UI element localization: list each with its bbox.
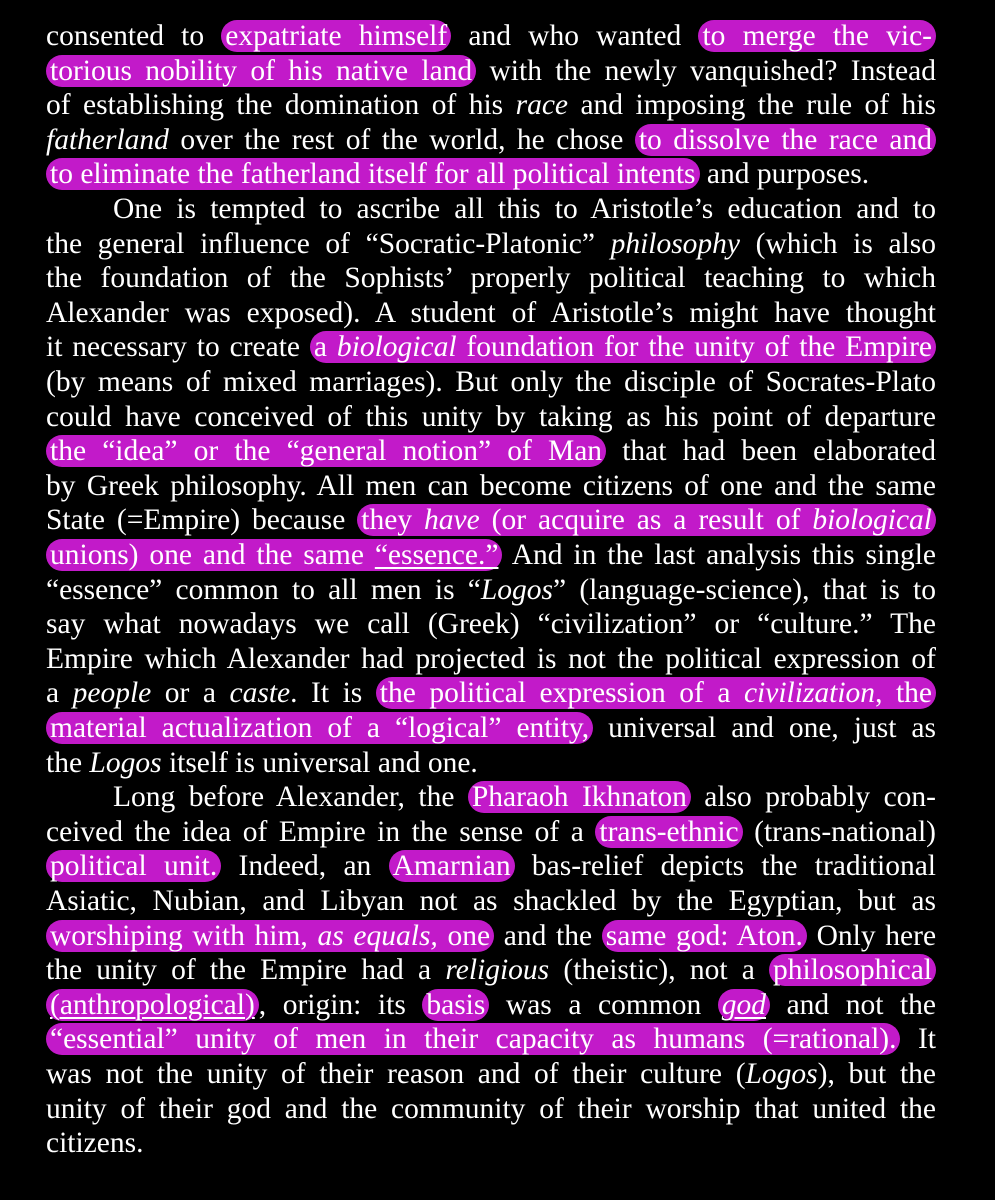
text-line [46, 675, 936, 711]
highlight-mark: unions) one and the same [46, 539, 375, 571]
text-line [46, 502, 936, 538]
text-line [46, 87, 936, 123]
highlight-mark: philosophical [769, 954, 936, 986]
highlight-mark: god [718, 989, 770, 1021]
text-line [46, 295, 936, 331]
text-line [46, 1091, 936, 1127]
text-segment: State (=Empire) because [46, 504, 358, 537]
text-segment: with the newly vanquished? Instead [476, 54, 936, 87]
highlight-mark: one [438, 920, 494, 952]
text-segment: by Greek philosophy. All men can become citizens of one and the same [46, 469, 936, 502]
text-segment: (by means of mixed marriages). But only the disciple of Socrates-Plato [46, 366, 936, 398]
paragraph-first-line [113, 779, 936, 815]
text-segment: itself is universal and one. [161, 746, 478, 779]
italic-text: Logos [745, 1058, 818, 1090]
text-segment: and not the [770, 988, 936, 1021]
italic-text: Logos [480, 573, 554, 606]
highlight-mark: (anthropological) [46, 989, 259, 1021]
text-line [46, 883, 936, 919]
italic-text: philosophy [610, 227, 741, 260]
text-segment: (trans-national) [742, 815, 936, 848]
text-segment: universal and one, just as [593, 712, 936, 744]
text-segment: ” (language-science), that is to [553, 573, 937, 606]
highlight-mark: basis [422, 989, 489, 1021]
text-segment: or a [151, 677, 230, 710]
text-segment: of establishing the domination of his [46, 89, 516, 122]
text-segment: ceived the idea of Empire in the sense of a [46, 815, 596, 848]
text-segment: “essence” common to all men is “ [46, 573, 481, 606]
text-segment: was not the unity of their reason and of their culture ( [46, 1058, 746, 1090]
text-segment: and who wanted [451, 20, 699, 52]
italic-text: race [515, 89, 569, 122]
text-segment: say what nowadays we call (Greek) “civilization” or “culture.” The [46, 608, 936, 641]
text-line [46, 848, 936, 884]
text-line [46, 156, 936, 192]
text-segment: It [900, 1023, 936, 1056]
text-line [46, 364, 936, 400]
text-segment: it necessary to create [46, 331, 310, 364]
highlight-mark: , the [875, 677, 936, 709]
highlight-mark: foundation for the unity of the Empire [457, 331, 936, 363]
text-segment: citizens. [46, 1127, 144, 1160]
text-line [46, 468, 936, 504]
italic-text: religious [445, 954, 550, 987]
text-segment: Only here [806, 919, 937, 952]
text-line [46, 641, 936, 677]
highlight-mark: political unit. [46, 850, 221, 882]
text-segment: bas-relief depicts the traditional [514, 850, 937, 883]
highlight-mark: Amarnian [389, 850, 515, 882]
highlight-mark: they [357, 504, 424, 536]
text-line [46, 329, 936, 365]
text-line [46, 122, 936, 158]
text-segment: and the [494, 919, 602, 952]
text-segment: the [46, 746, 90, 779]
text-segment: Empire which Alexander had projected is not the political expression of [46, 642, 936, 675]
text-segment: ), but the [817, 1058, 936, 1090]
text-segment: . It is [290, 677, 376, 710]
text-line [46, 814, 936, 850]
text-segment: the foundation of the Sophists’ properly political teaching to which [46, 262, 936, 295]
text-line [46, 572, 936, 608]
italic-text: fatherland [46, 123, 169, 156]
highlight-mark: to dissolve the race and [635, 124, 936, 156]
text-line [46, 952, 936, 988]
text-segment: and imposing the rule of his [568, 89, 936, 122]
text-line [46, 53, 936, 89]
text-segment: Asiatic, Nubian, and Libyan not as shackled by the Egyptian, but as [46, 885, 936, 917]
text-line [46, 260, 936, 296]
highlight-mark: material actualization of a “logical” entity, [46, 712, 593, 744]
text-line [46, 433, 936, 469]
text-segment: Indeed, an [221, 850, 389, 883]
highlight-mark: civilization [743, 677, 876, 710]
text-line [46, 710, 936, 746]
highlight-mark: Pharaoh Ikhnaton [468, 781, 691, 813]
italic-text: Logos [89, 746, 162, 779]
text-line [46, 18, 936, 54]
highlight-mark: biological [336, 331, 457, 364]
text-segment: consented to [46, 20, 222, 52]
text-segment: the unity of the Empire had a [46, 954, 446, 987]
text-line [46, 537, 936, 573]
highlight-mark: worshiping with him, [46, 920, 318, 952]
text-line [46, 1056, 936, 1092]
text-segment: a [46, 677, 73, 710]
text-line [46, 606, 936, 642]
text-line [46, 918, 936, 954]
text-segment: Alexander was exposed). A student of Aristotle’s might have thought [46, 296, 936, 329]
text-line [46, 987, 936, 1023]
text-line [46, 745, 936, 781]
highlight-mark: the political expression of a [376, 677, 744, 709]
paragraph-first-line [113, 191, 936, 227]
text-line [46, 399, 936, 435]
text-line [46, 226, 936, 262]
text-segment: One is tempted to ascribe all this to Aristotle’s education and to [113, 193, 936, 225]
text-segment: and purposes. [699, 158, 870, 191]
text-segment: unity of their god and the community of their worship that united the [46, 1092, 936, 1125]
text-segment: that had been elaborated [606, 435, 936, 468]
highlight-mark: “essential” unity of men in their capacity as humans (=rational). [46, 1023, 900, 1055]
highlight-mark: to merge the vic- [698, 20, 936, 52]
highlight-mark: (or acquire as a result of [479, 504, 813, 537]
text-segment: (theistic), not a [549, 954, 770, 987]
highlight-mark: the “idea” or the “general notion” of Man [46, 435, 606, 467]
text-line [46, 1021, 936, 1057]
text-segment: And in the last analysis this single [502, 539, 936, 571]
text-segment: Long before Alexander, the [113, 781, 468, 814]
highlight-mark: have [424, 504, 480, 537]
highlight-mark: a [310, 331, 337, 363]
text-segment: was a common [489, 988, 718, 1021]
text-line [46, 1125, 936, 1161]
highlight-mark: as equals, [317, 919, 438, 952]
highlight-mark: torious nobility of his native land [46, 55, 476, 87]
text-segment: (which is also [740, 227, 936, 260]
highlight-mark: expatriate himself [221, 20, 451, 52]
italic-text: people [72, 677, 152, 710]
text-segment: over the rest of the world, he chose [168, 123, 635, 156]
highlight-mark: biological [812, 504, 936, 536]
highlight-mark: trans-ethnic [595, 816, 742, 848]
highlight-mark: to eliminate the fatherland itself for all political intents [46, 158, 700, 190]
highlight-mark: same god: Aton. [602, 920, 807, 952]
text-segment: the general influence of “Socratic-Platonic” [46, 227, 611, 260]
text-segment: also probably con- [690, 781, 936, 814]
text-segment: could have conceived of this unity by taking as his point of departure [46, 400, 936, 433]
highlight-mark: “essence.” [375, 539, 503, 571]
text-segment: , origin: its [258, 988, 423, 1021]
italic-text: caste [229, 677, 291, 710]
